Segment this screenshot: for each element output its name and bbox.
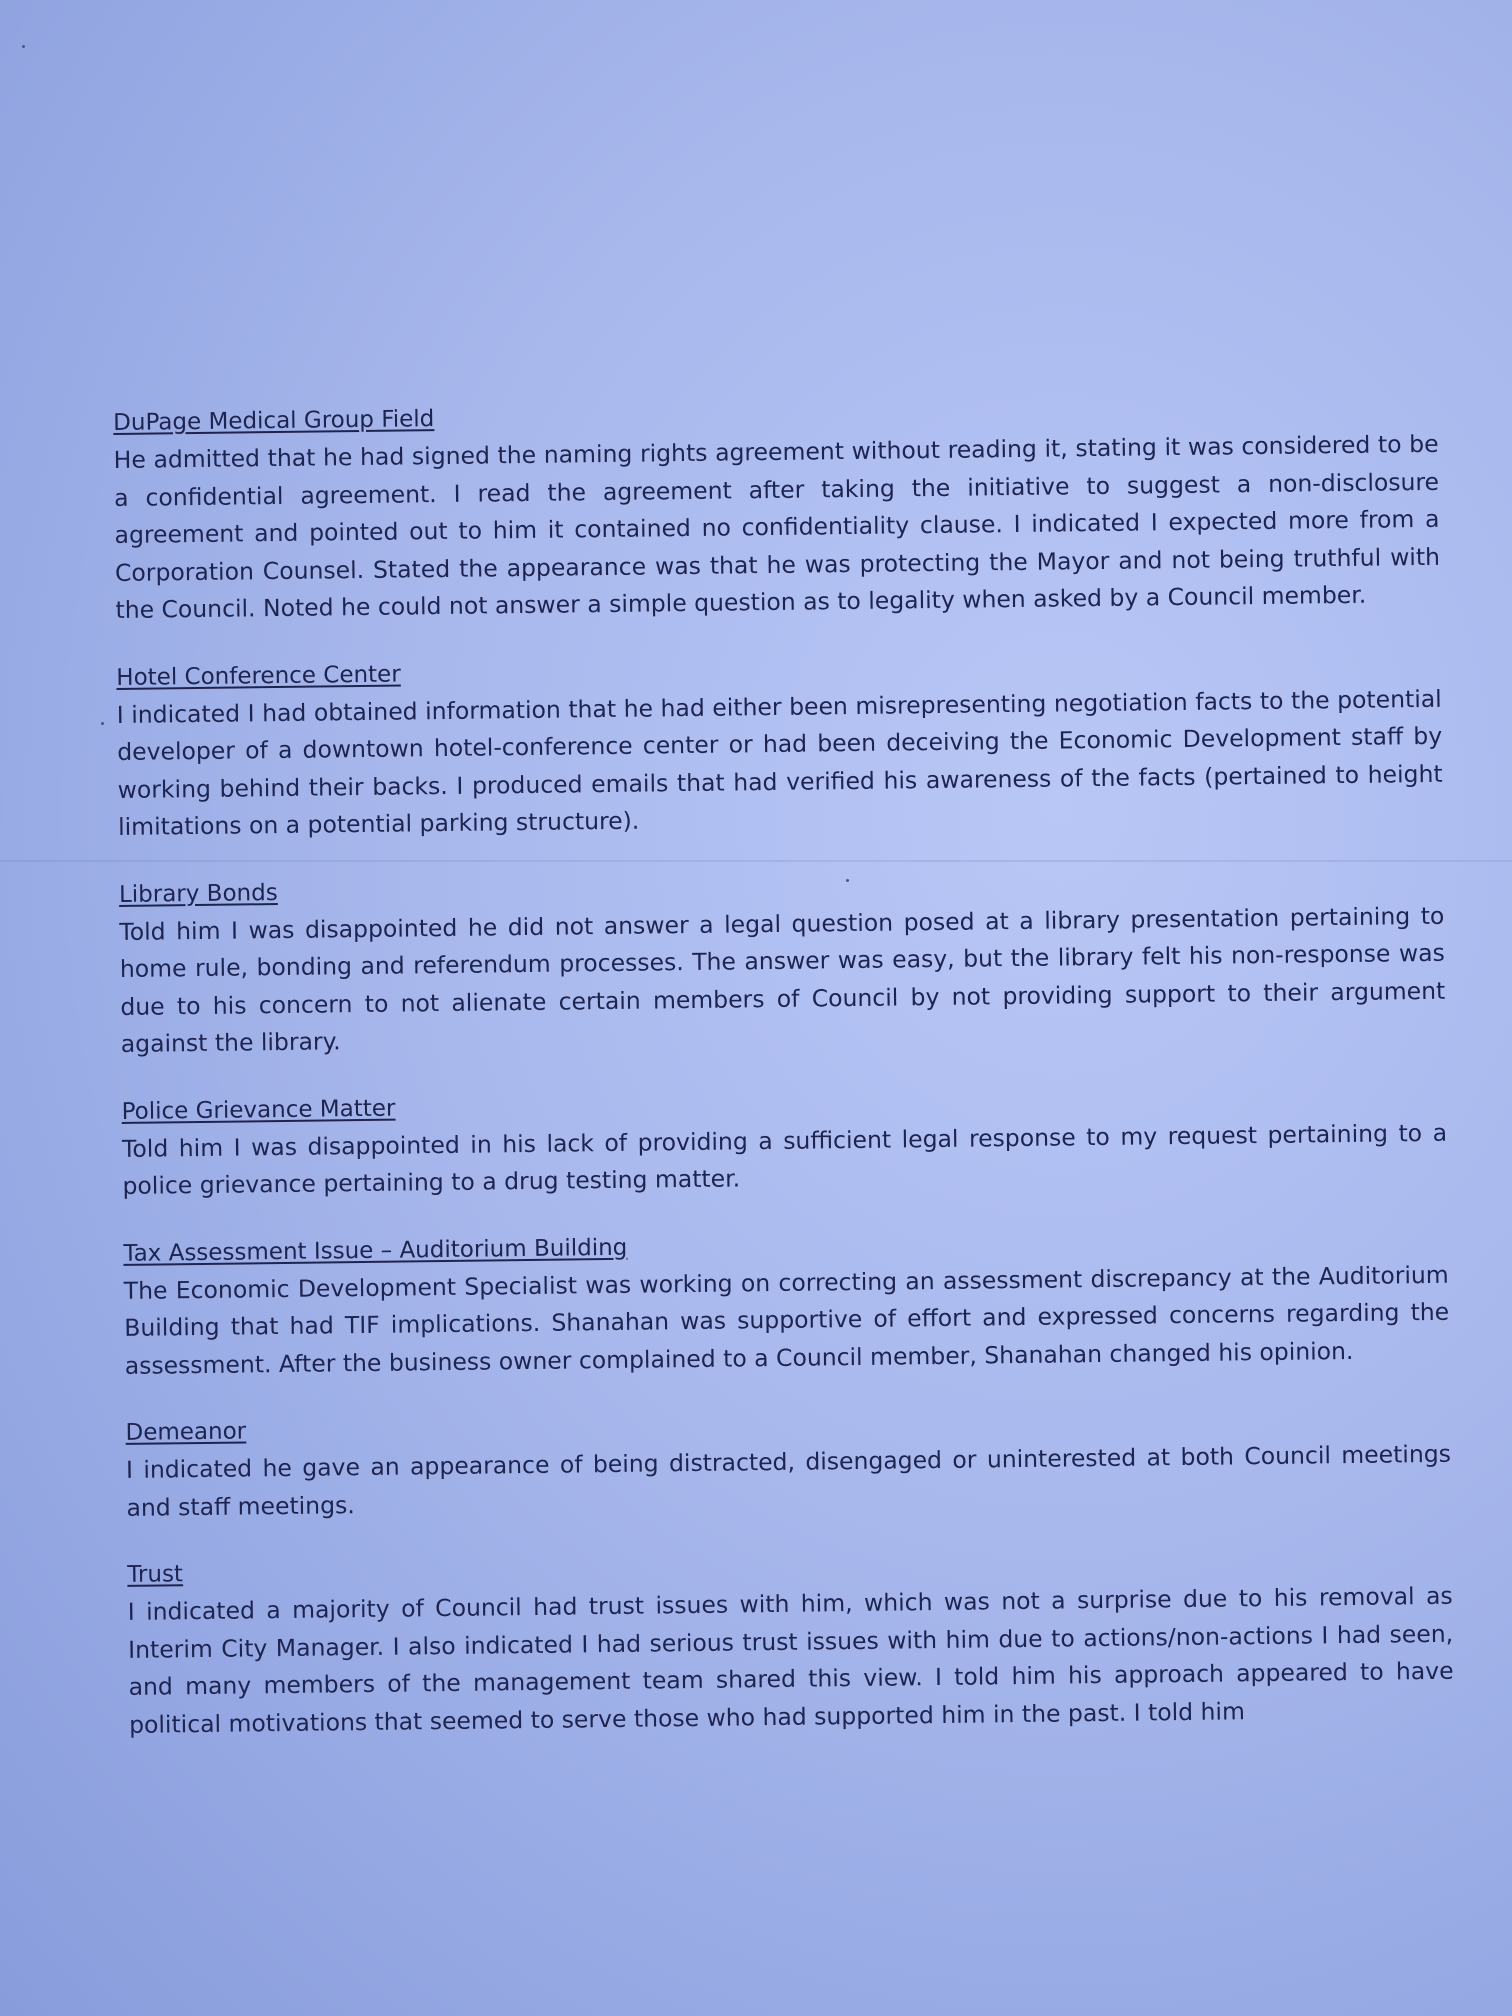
section-heading: Demeanor: [125, 1418, 247, 1446]
memo-page: [113, 389, 1455, 1774]
section-heading: DuPage Medical Group Field: [113, 406, 435, 436]
section-library-bonds: [119, 860, 1446, 1063]
section-body: Told him I was disappointed in his lack of providing a sufficient legal response to my request pertaining to a police grievance pertaining to a drug testing matter.: [121, 1118, 1448, 1200]
section-hotel-conference-center: [116, 643, 1443, 846]
speck-mark: [101, 722, 104, 725]
section-dupage-medical-group-field: [113, 389, 1441, 630]
section-tax-assessment-issue: [123, 1219, 1450, 1385]
section-demeanor: [125, 1399, 1451, 1527]
section-body: I indicated he gave an appearance of being distracted, disengaged or uninterested at both Council meetings and staff meetings.: [125, 1439, 1452, 1522]
section-trust: [127, 1541, 1454, 1744]
speck-mark: [22, 45, 25, 48]
section-heading: Tax Assessment Issue – Auditorium Building: [123, 1234, 628, 1267]
section-heading: Trust: [127, 1561, 184, 1588]
section-body: I indicated I had obtained information that he had either been misrepresenting negotiation facts to the potential developer of a downtown hotel-conference center or had been deceiving the Economic Development staff by working behind their backs. I produced emails that had verified his awareness of the facts (pertained to height limitations on a potential parking structure).: [116, 684, 1443, 841]
section-heading: Police Grievance Matter: [121, 1095, 396, 1125]
section-heading: Library Bonds: [118, 879, 278, 908]
section-body: Told him I was disappointed he did not answer a legal question posed at a library presentation pertaining to home rule, bonding and referendum processes. The answer was easy, but the library felt his non-response was due to his concern to not alienate certain members of Council by not providing support to their argument against the library.: [119, 901, 1446, 1058]
section-body: I indicated a majority of Council had trust issues with him, which was not a surprise due to his removal as Interim City Manager. I also indicated I had serious trust issues with him due to actions/non-actions I had seen, and many members of the management team shared this view. I told him his approach appeared to have political motivations that seemed to serve those who had supported him in the past. I told him: [127, 1581, 1454, 1739]
section-body: He admitted that he had signed the naming rights agreement without reading it, stating it was considered to be a confidential agreement. I read the agreement after taking the initiative to suggest a non-disclosure agreement and pointed out to him it contained no confidentiality clause. I indicated I expected more from a Corporation Counsel. Stated the appearance was that he was protecting the Mayor and not being truthful with the Council. Noted he could not answer a simple question as to legality when asked by a Council member.: [113, 429, 1441, 624]
section-heading: Hotel Conference Center: [116, 661, 401, 691]
section-body: The Economic Development Specialist was working on correcting an assessment discrepancy at the Auditorium Building that had TIF implications. Shanahan was supportive of effort and expressed concerns regarding the assessment. After the business owner complained to a Council member, Shanahan changed his opinion.: [123, 1260, 1450, 1380]
section-police-grievance-matter: [121, 1077, 1447, 1205]
